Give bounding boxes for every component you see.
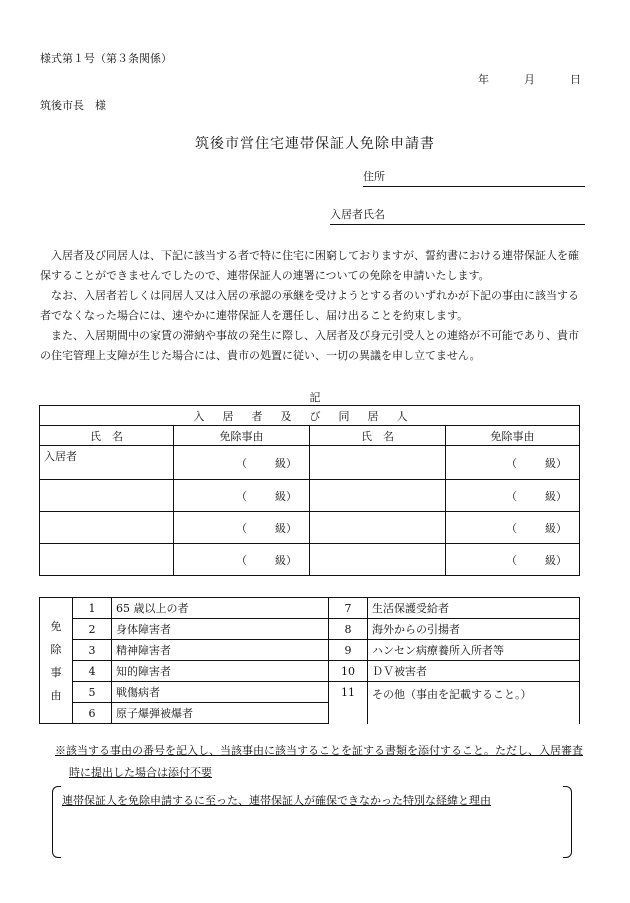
name-cell[interactable] bbox=[310, 446, 446, 480]
residents-table-header: 入居者及び同居人 bbox=[40, 406, 580, 426]
reason-number: 6 bbox=[73, 703, 112, 724]
name-cell[interactable] bbox=[310, 512, 446, 544]
reason-text: 戦傷病者 bbox=[112, 682, 329, 703]
table-row bbox=[40, 598, 580, 619]
name-cell[interactable] bbox=[40, 544, 174, 576]
table-row bbox=[40, 661, 580, 682]
reason-text: 精神障害者 bbox=[112, 640, 329, 661]
bracket-right bbox=[563, 786, 572, 858]
addressee: 筑後市長 様 bbox=[40, 99, 106, 112]
reason-number: 11 bbox=[329, 682, 368, 724]
reason-cell[interactable]: （ 級） bbox=[446, 544, 580, 576]
application-body bbox=[40, 246, 585, 366]
exemption-reasons-label: 免 除 事 由 bbox=[40, 598, 73, 724]
name-cell[interactable] bbox=[40, 480, 174, 512]
body-paragraph: なお、入居者若しくは同居人又は入居の承認の承継を受けようとする者のいずれかが下記の事由に該当する者でなくなった場合には、速やかに連帯保証人を選任し、届け出ることを約束します。 bbox=[40, 289, 579, 322]
table-row bbox=[40, 544, 580, 576]
table-row bbox=[40, 682, 580, 703]
reason-text: 原子爆弾被爆者 bbox=[112, 703, 329, 724]
reason-label: 連帯保証人を免除申請するに至った、連帯保証人が確保できなかった特別な経緯と理由 bbox=[62, 794, 491, 807]
reason-text: その他（事由を記載すること。） bbox=[368, 682, 580, 724]
note-line: 時に提出した場合は添付不要 bbox=[69, 766, 212, 779]
address-label: 住所 bbox=[363, 170, 385, 183]
reason-number: 5 bbox=[73, 682, 112, 703]
table-row bbox=[40, 512, 580, 544]
table-row bbox=[40, 446, 580, 480]
reason-text: ＤＶ被害者 bbox=[368, 661, 580, 682]
reason-number: 10 bbox=[329, 661, 368, 682]
exemption-reasons-table bbox=[39, 597, 580, 724]
table-row bbox=[40, 619, 580, 640]
reason-text: 知的障害者 bbox=[112, 661, 329, 682]
first-row-label: 入居者 bbox=[44, 450, 77, 463]
col-name-header: 氏 名 bbox=[310, 426, 446, 446]
name-cell[interactable] bbox=[40, 446, 174, 480]
reason-text: 海外からの引揚者 bbox=[368, 619, 580, 640]
table-row bbox=[40, 480, 580, 512]
reason-number: 1 bbox=[73, 598, 112, 619]
reason-text: ハンセン病療養所入所者等 bbox=[368, 640, 580, 661]
attachment-note bbox=[55, 740, 590, 784]
reason-cell[interactable]: （ 級） bbox=[174, 446, 310, 480]
reason-text: 生活保護受給者 bbox=[368, 598, 580, 619]
reason-cell[interactable]: （ 級） bbox=[446, 480, 580, 512]
reason-number: 7 bbox=[329, 598, 368, 619]
reason-text: 身体障害者 bbox=[112, 619, 329, 640]
reason-number: 9 bbox=[329, 640, 368, 661]
address-field[interactable] bbox=[363, 170, 585, 187]
date-day-label: 日 bbox=[570, 73, 581, 86]
reason-cell[interactable]: （ 級） bbox=[174, 512, 310, 544]
reason-cell[interactable]: （ 級） bbox=[446, 512, 580, 544]
bracket-left bbox=[52, 786, 61, 858]
col-reason-header: 免除事由 bbox=[174, 426, 310, 446]
name-cell[interactable] bbox=[310, 544, 446, 576]
reason-box[interactable] bbox=[52, 786, 572, 856]
residents-table bbox=[39, 405, 580, 576]
date-line bbox=[478, 71, 588, 87]
reason-number: 8 bbox=[329, 619, 368, 640]
name-cell[interactable] bbox=[310, 480, 446, 512]
col-name-header: 氏 名 bbox=[40, 426, 174, 446]
reason-text: 65 歳以上の者 bbox=[112, 598, 329, 619]
table-row bbox=[40, 640, 580, 661]
date-month-label: 月 bbox=[524, 73, 535, 86]
date-year-label: 年 bbox=[478, 73, 489, 86]
reason-number: 3 bbox=[73, 640, 112, 661]
reason-number: 2 bbox=[73, 619, 112, 640]
resident-name-field[interactable] bbox=[330, 208, 585, 225]
resident-name-label: 入居者氏名 bbox=[330, 208, 385, 221]
body-paragraph: 入居者及び同居人は、下記に該当する者で特に住宅に困窮しておりますが、誓約書における連帯保証人を確保することができませんでしたので、連帯保証人の連署についての免除を申請いたします。 bbox=[40, 249, 579, 282]
form-number: 様式第１号（第３条関係） bbox=[40, 52, 172, 65]
reason-cell[interactable]: （ 級） bbox=[446, 446, 580, 480]
reason-cell[interactable]: （ 級） bbox=[174, 480, 310, 512]
reason-cell[interactable]: （ 級） bbox=[174, 544, 310, 576]
ki-heading: 記 bbox=[309, 391, 321, 404]
document-title: 筑後市営住宅連帯保証人免除申請書 bbox=[195, 136, 435, 152]
body-paragraph: また、入居期間中の家賃の滞納や事故の発生に際し、入居者及び身元引受人との連絡が不可能であり、貴市の住宅管理上支障が生じた場合には、貴市の処置に従い、一切の異議を申し立てません。 bbox=[40, 329, 579, 362]
name-cell[interactable] bbox=[40, 512, 174, 544]
reason-number: 4 bbox=[73, 661, 112, 682]
note-line: ※該当する事由の番号を記入し、当該事由に該当することを証する書類を添付すること。ただし、入居審査 bbox=[55, 744, 583, 757]
col-reason-header: 免除事由 bbox=[446, 426, 580, 446]
